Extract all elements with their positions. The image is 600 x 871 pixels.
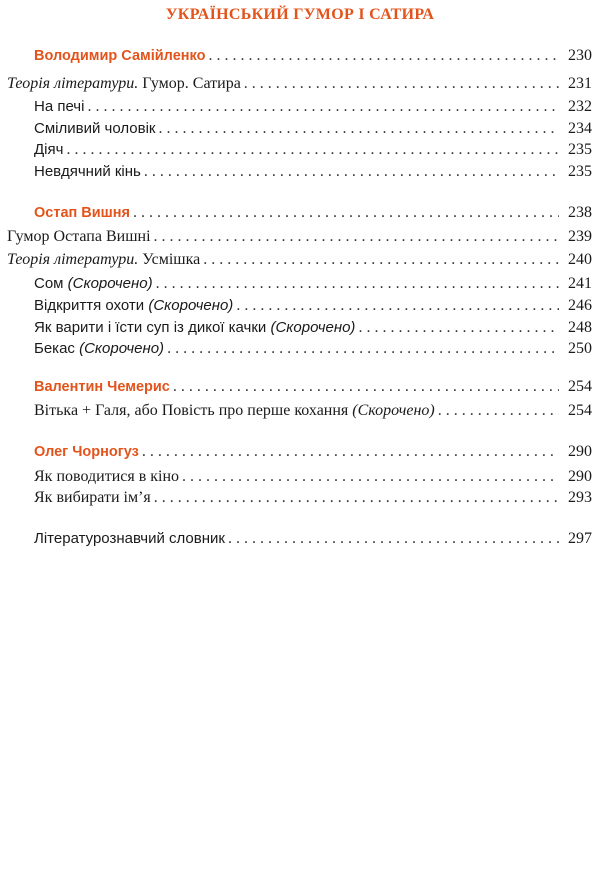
abridged-note: (Скорочено)	[352, 402, 435, 419]
section-title: УКРАЇНСЬКИЙ ГУМОР І САТИРА	[165, 6, 435, 23]
leader-dots	[236, 295, 559, 317]
toc-item-row[interactable]	[34, 96, 592, 118]
page-number: 234	[568, 120, 592, 137]
leader-dots	[358, 317, 559, 339]
page-number: 248	[568, 319, 592, 336]
toc-item-row[interactable]	[7, 226, 592, 248]
page-number: 231	[568, 75, 592, 92]
theory-label-group	[7, 73, 241, 95]
toc-item-row[interactable]	[34, 400, 592, 422]
leader-dots	[87, 96, 559, 118]
leader-dots	[144, 161, 559, 183]
page-number: 232	[568, 98, 592, 115]
theory-label: Теорія літератури.	[7, 251, 139, 268]
author-name: Олег Чорногуз	[34, 444, 139, 460]
page-number: 239	[568, 228, 592, 245]
toc-author-row[interactable]	[34, 202, 592, 224]
page-number: 293	[568, 489, 592, 506]
toc-item-row[interactable]	[34, 139, 592, 161]
page-number: 230	[568, 47, 592, 64]
leader-dots	[142, 441, 559, 463]
toc-item-row[interactable]	[34, 295, 592, 317]
leader-dots	[438, 400, 559, 422]
toc-item-row[interactable]	[34, 466, 592, 488]
page-number: 254	[568, 378, 592, 395]
abridged-note: (Скорочено)	[67, 275, 153, 292]
leader-dots	[167, 338, 559, 360]
work-title-group	[34, 295, 233, 317]
work-title: Діяч	[34, 141, 64, 158]
page-number: 240	[568, 251, 592, 268]
leader-dots	[182, 466, 559, 488]
toc-item-row[interactable]	[34, 528, 592, 550]
leader-dots	[66, 139, 559, 161]
page-number: 290	[568, 443, 592, 460]
work-title-group	[34, 317, 355, 339]
page-number: 250	[568, 340, 592, 357]
leader-dots	[228, 528, 559, 550]
toc-author-row[interactable]	[34, 376, 592, 398]
abridged-note: (Скорочено)	[270, 319, 356, 336]
work-title: Бекас	[34, 340, 80, 357]
page-number: 241	[568, 275, 592, 292]
leader-dots	[154, 487, 559, 509]
leader-dots	[208, 45, 559, 67]
leader-dots	[244, 73, 559, 95]
work-title: Гумор Остапа Вишні	[7, 228, 151, 245]
work-title-group	[34, 400, 435, 422]
work-title: Сміливий чоловік	[34, 120, 156, 137]
leader-dots	[156, 273, 559, 295]
leader-dots	[173, 376, 559, 398]
author-name: Валентин Чемерис	[34, 379, 170, 395]
page-number: 235	[568, 163, 592, 180]
work-title-group	[34, 338, 164, 360]
toc-theory-row[interactable]	[7, 73, 592, 95]
author-name: Володимир Самійленко	[34, 48, 206, 64]
work-title: Невдячний кінь	[34, 163, 141, 180]
leader-dots	[133, 202, 559, 224]
toc-author-row[interactable]	[34, 45, 592, 67]
leader-dots	[158, 118, 559, 140]
toc-item-row[interactable]	[34, 317, 592, 339]
theory-label-group	[7, 249, 200, 271]
theory-topic: Гумор. Сатира	[138, 75, 241, 92]
abridged-note: (Скорочено)	[148, 297, 234, 314]
work-title: Сом	[34, 275, 68, 292]
toc-author-row[interactable]	[34, 441, 592, 463]
theory-label: Теорія літератури.	[7, 75, 139, 92]
author-name: Остап Вишня	[34, 205, 130, 221]
toc-theory-row[interactable]	[7, 249, 592, 271]
toc-item-row[interactable]	[34, 487, 592, 509]
abridged-note: (Скорочено)	[79, 340, 165, 357]
toc-item-row[interactable]	[34, 273, 592, 295]
theory-topic: Усмішка	[138, 251, 201, 268]
page-number: 254	[568, 402, 592, 419]
work-title: Як поводитися в кіно	[34, 468, 180, 485]
work-title: На печі	[34, 98, 85, 115]
page-number: 290	[568, 468, 592, 485]
toc-item-row[interactable]	[34, 161, 592, 183]
page-number: 235	[568, 141, 592, 158]
page-number: 297	[568, 530, 592, 547]
work-title: Як варити і їсти суп із дикої качки	[34, 319, 271, 336]
leader-dots	[203, 249, 559, 271]
work-title: Як вибирати ім’я	[34, 489, 151, 506]
work-title-group	[34, 273, 153, 295]
toc-item-row[interactable]	[34, 338, 592, 360]
work-title: Відкриття охоти	[34, 297, 149, 314]
work-title: Вітька + Галя, або Повість про перше кохання	[34, 402, 353, 419]
work-title: Літературознавчий словник	[34, 530, 225, 547]
leader-dots	[154, 226, 559, 248]
page-number: 246	[568, 297, 592, 314]
page-number: 238	[568, 204, 592, 221]
toc-item-row[interactable]	[34, 118, 592, 140]
